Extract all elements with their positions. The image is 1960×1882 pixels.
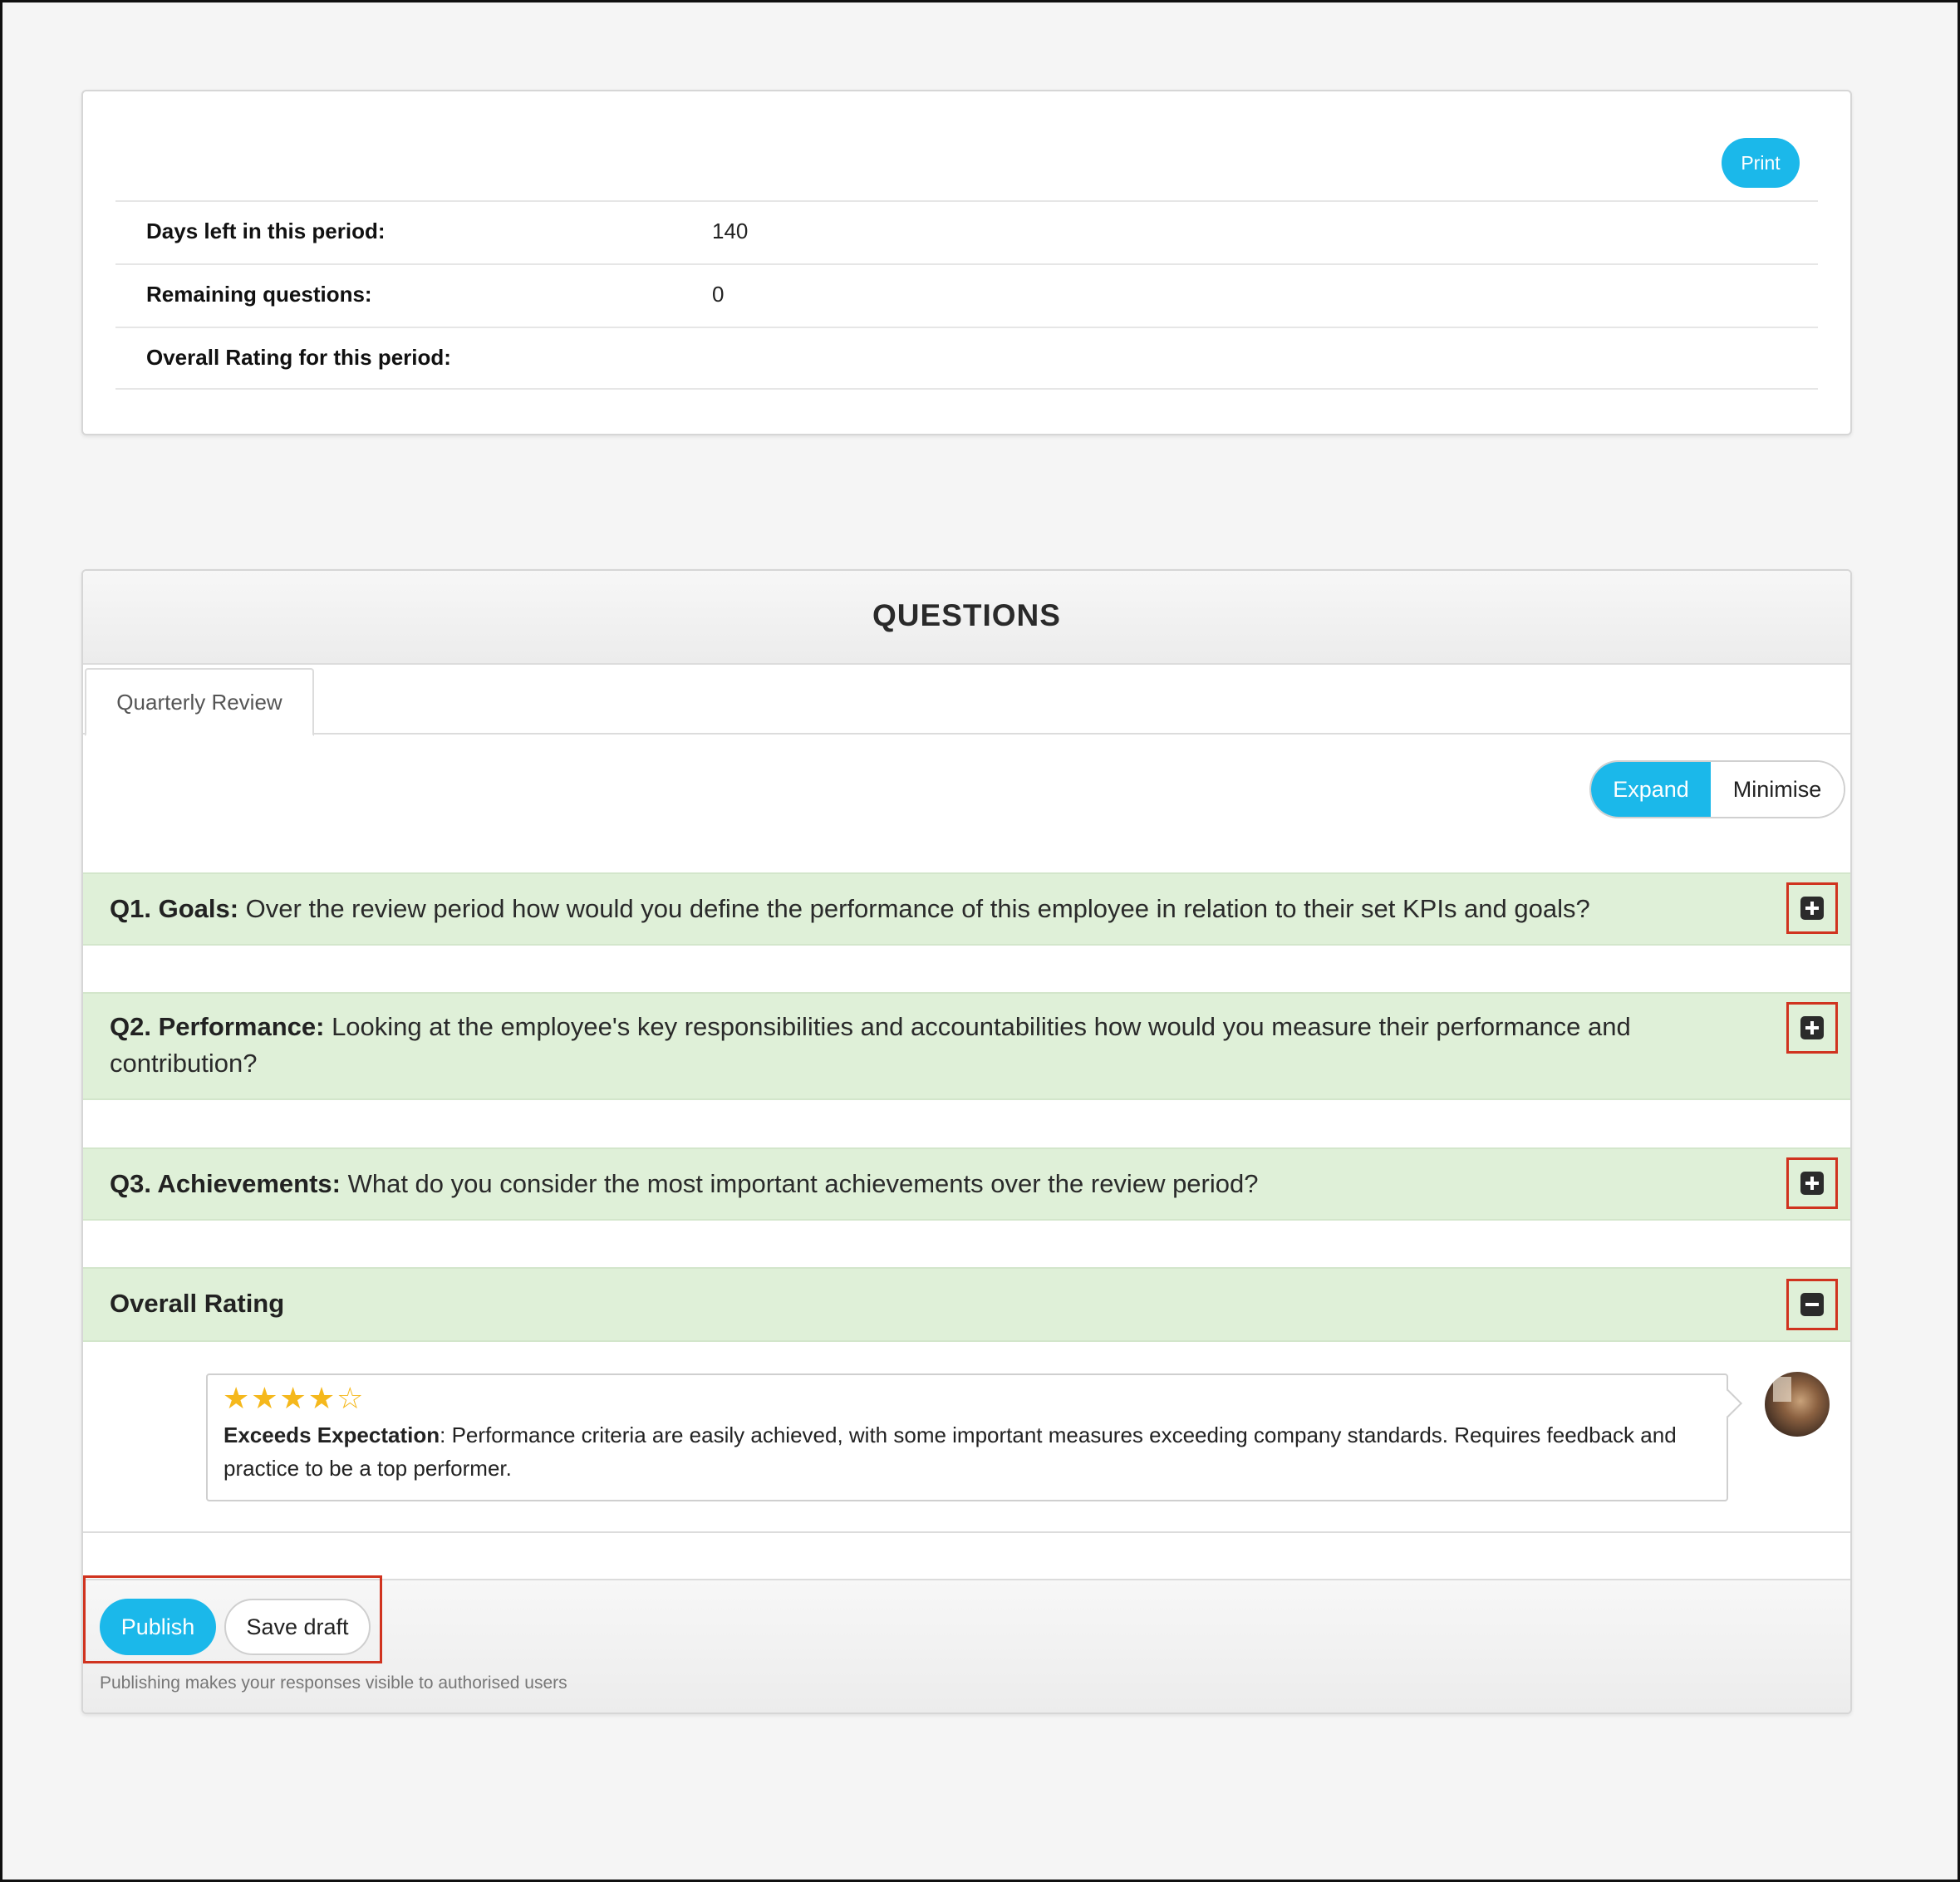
rating-label: Exceeds Expectation <box>224 1423 440 1447</box>
plus-square-icon <box>1800 897 1824 920</box>
minus-square-icon <box>1800 1293 1824 1316</box>
print-button[interactable]: Print <box>1722 138 1800 188</box>
star-filled-icon: ★★★★ <box>223 1381 337 1415</box>
question-text <box>110 1285 1763 1322</box>
question-text <box>110 891 1763 927</box>
expand-question-button[interactable] <box>1786 882 1838 934</box>
question-row-q1[interactable] <box>83 872 1850 946</box>
question-body: What do you consider the most important achievements over the review period? <box>347 1169 1259 1198</box>
questions-title: QUESTIONS <box>872 598 1061 632</box>
question-body: Looking at the employee's key responsibilities and accountabilities how would you measure their performance and contribution? <box>110 1012 1631 1078</box>
rating-comment-box <box>206 1373 1728 1501</box>
avatar <box>1765 1372 1830 1437</box>
tab-bar <box>83 665 1850 735</box>
save-draft-button[interactable]: Save draft <box>224 1599 371 1655</box>
star-rating <box>223 1380 365 1417</box>
remaining-questions-label: Remaining questions: <box>146 282 372 307</box>
days-left-label: Days left in this period: <box>146 219 386 243</box>
question-text <box>110 1166 1763 1202</box>
info-row-overall-rating <box>115 327 1818 390</box>
rating-description <box>224 1418 1711 1485</box>
question-text <box>110 1009 1738 1082</box>
overall-rating-title: Overall Rating <box>110 1289 285 1318</box>
question-prefix: Q2. Performance: <box>110 1012 325 1041</box>
tab-quarterly-review[interactable]: Quarterly Review <box>85 668 314 736</box>
question-prefix: Q1. Goals: <box>110 894 239 923</box>
collapse-question-button[interactable] <box>1786 1279 1838 1330</box>
minimise-button[interactable]: Minimise <box>1711 762 1844 817</box>
plus-square-icon <box>1800 1016 1824 1039</box>
question-row-q2[interactable] <box>83 992 1850 1100</box>
question-row-q3[interactable] <box>83 1147 1850 1221</box>
plus-square-icon <box>1800 1172 1824 1195</box>
publish-button[interactable]: Publish <box>100 1599 216 1655</box>
remaining-questions-value: 0 <box>712 282 725 307</box>
expand-button[interactable]: Expand <box>1591 762 1711 817</box>
question-prefix: Q3. Achievements: <box>110 1169 341 1198</box>
publish-note: Publishing makes your responses visible to authorised users <box>100 1673 567 1693</box>
star-empty-icon: ☆ <box>336 1381 366 1415</box>
days-left-value: 140 <box>712 219 749 243</box>
question-row-overall-rating[interactable] <box>83 1267 1850 1342</box>
info-row-days-left <box>115 200 1818 263</box>
overall-rating-panel <box>83 1342 1850 1533</box>
rating-text: : Performance criteria are easily achieved, with some important measures exceeding company standards. Requires feedback and practice to be a top performer. <box>224 1423 1677 1481</box>
question-body: Over the review period how would you define the performance of this employee in relation to their set KPIs and goals? <box>245 894 1590 923</box>
overall-rating-label: Overall Rating for this period: <box>146 345 451 370</box>
questions-header <box>83 571 1850 665</box>
questions-card <box>81 569 1852 1714</box>
questions-footer <box>83 1579 1850 1714</box>
info-row-remaining-questions <box>115 263 1818 327</box>
expand-question-button[interactable] <box>1786 1002 1838 1054</box>
expand-minimise-toggle <box>1589 760 1845 818</box>
expand-question-button[interactable] <box>1786 1157 1838 1209</box>
